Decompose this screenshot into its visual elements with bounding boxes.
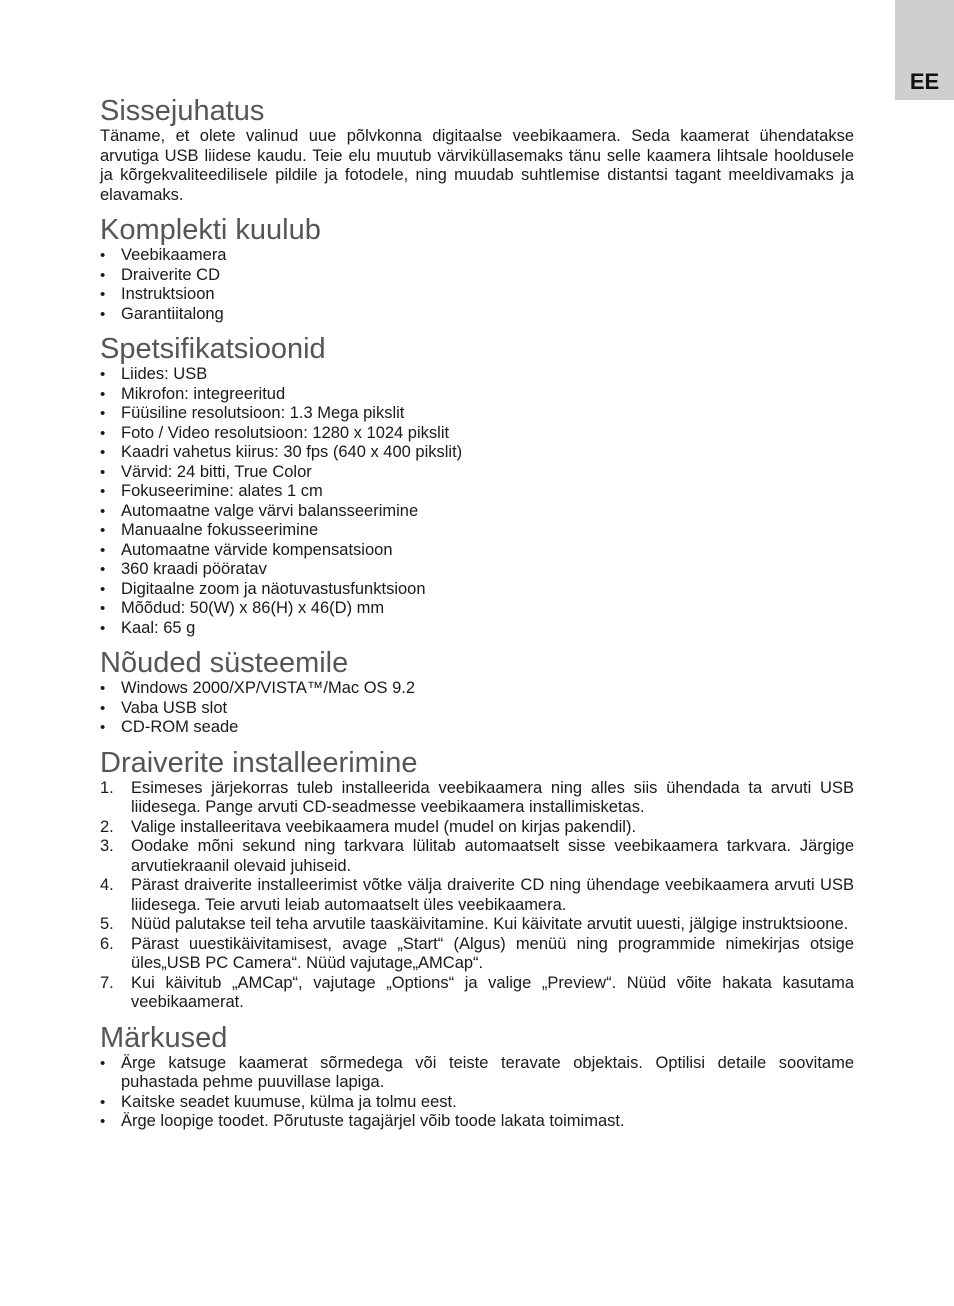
step-number: 2. <box>100 817 114 836</box>
list-item: • Liides: USB <box>100 365 854 385</box>
list-item: • Manuaalne fokusseerimine <box>100 521 854 541</box>
intro-paragraph: Täname, et olete valinud uue põlvkonna digitaalse veebikaamera. Seda kaamerat ühendatakse arvutiga USB liidese kaudu. Teie elu muutub värviküllasemaks tänu selle kaamera lihtsale hooldusele ja kõrgekvaliteedilisele pildile ja fotodele, ning muudab suhtlemise distantsi tagant meeldivamaks ja elavamaks. <box>100 127 854 204</box>
list-item: • Mikrofon: integreeritud <box>100 385 854 405</box>
list-item: • Fokuseerimine: alates 1 cm <box>100 482 854 502</box>
list-item <box>100 935 854 974</box>
list-item <box>100 974 854 1013</box>
step-number: 1. <box>100 778 114 797</box>
section-title-notes: Märkused <box>100 1021 228 1054</box>
list-item: • Veebikaamera <box>100 246 854 266</box>
section-title-intro: Sissejuhatus <box>100 95 265 127</box>
list-item: • Automaatne värvide kompensatsioon <box>100 541 854 561</box>
step-text: Esimeses järjekorras tuleb installeerida veebikaamera ning alles siis ühendada ta arvuti USB liidesega. Pange arvuti CD-seadmesse veebikaamera installimisketas. <box>131 778 854 816</box>
install-section <box>100 748 854 1013</box>
step-number: 3. <box>100 837 114 855</box>
step-number: 5. <box>100 915 114 933</box>
section-title-requirements: Nõuded süsteemile <box>100 647 349 679</box>
list-item: • Garantiitalong <box>100 305 854 325</box>
list-item: • Draiverite CD <box>100 266 854 286</box>
notes-section <box>100 1023 854 1132</box>
kit-list <box>100 246 854 324</box>
intro-section <box>100 96 854 205</box>
list-item: • Kaitske seadet kuumuse, külma ja tolmu eest. <box>100 1093 854 1113</box>
install-steps <box>100 779 854 1013</box>
list-item <box>100 837 854 876</box>
requirements-list <box>100 679 854 738</box>
step-text: Nüüd palutakse teil teha arvutile taaskäivitamine. Kui käivitate arvutit uuesti, jälgige instruktsioone. <box>131 915 849 933</box>
list-item <box>100 818 854 838</box>
list-item: • Digitaalne zoom ja näotuvastusfunktsioon <box>100 580 854 600</box>
notes-list <box>100 1054 854 1132</box>
list-item: • Foto / Video resolutsioon: 1280 x 1024 pikslit <box>100 424 854 444</box>
step-number: 6. <box>100 934 114 953</box>
step-text: Valige installeeritava veebikaamera mudel (mudel on kirjas pakendil). <box>131 817 637 836</box>
step-text: Pärast draiverite installeerimist võtke välja draiverite CD ning ühendage veebikaamera arvuti USB liidesega. Teie arvuti leiab automaatselt üles veebikaamera. <box>131 876 854 914</box>
specs-section <box>100 334 854 638</box>
list-item: • Automaatne valge värvi balansseerimine <box>100 502 854 522</box>
section-title-kit: Komplekti kuulub <box>100 214 321 246</box>
list-item: • Värvid: 24 bitti, True Color <box>100 463 854 483</box>
list-item: • Kaal: 65 g <box>100 619 854 639</box>
list-item: • Windows 2000/XP/VISTA™/Mac OS 9.2 <box>100 679 854 699</box>
list-item: • Vaba USB slot <box>100 699 854 719</box>
step-number: 7. <box>100 973 114 992</box>
list-item: • Ärge katsuge kaamerat sõrmedega või teiste teravate objektais. Optilisi detaile soovitame puhastada pehme puuvillase lapiga. <box>100 1054 854 1093</box>
kit-section <box>100 215 854 324</box>
list-item: • Ärge loopige toodet. Põrutuste tagajärjel võib toode lakata toimimast. <box>100 1112 854 1132</box>
section-title-install: Draiverite installeerimine <box>100 746 418 779</box>
list-item: • Füüsiline resolutsioon: 1.3 Mega pikslit <box>100 404 854 424</box>
list-item <box>100 779 854 818</box>
requirements-section <box>100 648 854 738</box>
list-item: • Kaadri vahetus kiirus: 30 fps (640 x 400 pikslit) <box>100 443 854 463</box>
list-item: • Mõõdud: 50(W) x 86(H) x 46(D) mm <box>100 599 854 619</box>
step-text: Kui käivitub „AMCap“, vajutage „Options“ ja valige „Preview“. Nüüd võite hakata kasutama veebikaamerat. <box>131 973 854 1011</box>
section-title-specs: Spetsifikatsioonid <box>100 333 326 365</box>
step-number: 4. <box>100 876 114 894</box>
language-tab: EE <box>895 0 954 100</box>
list-item <box>100 876 854 915</box>
list-item <box>100 915 854 935</box>
list-item: • Instruktsioon <box>100 285 854 305</box>
document-body <box>100 96 854 1132</box>
step-text: Oodake mõni sekund ning tarkvara lülitab automaatselt sisse veebikaamera tarkvara. Järgige arvutiekraanil olevaid juhiseid. <box>131 837 854 875</box>
list-item: • CD-ROM seade <box>100 718 854 738</box>
list-item: • 360 kraadi pööratav <box>100 560 854 580</box>
specs-list <box>100 365 854 638</box>
step-text: Pärast uuestikäivitamisest, avage „Start“ (Algus) menüü ning programmide nimekirjas otsige üles„USB PC Camera“. Nüüd vajutage„AMCap“. <box>131 934 854 972</box>
